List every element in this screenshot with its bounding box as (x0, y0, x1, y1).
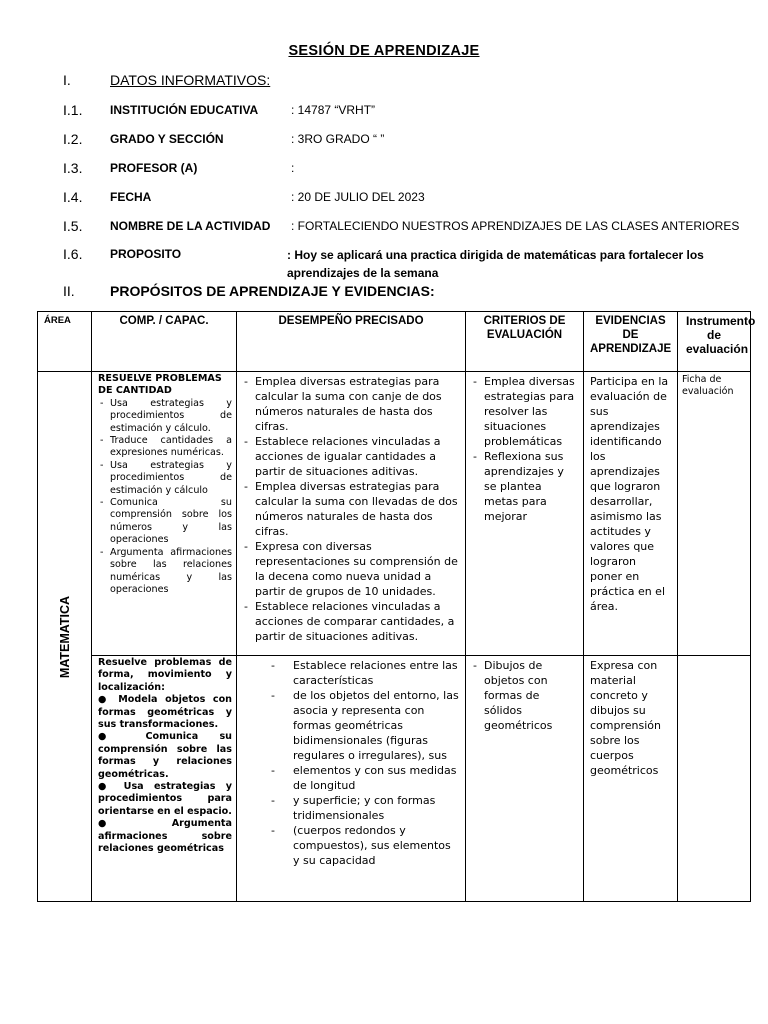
header-instrumento: Instrumento de evaluación (678, 312, 751, 372)
section-2-number: II. (63, 283, 75, 299)
section-1-number: I. (63, 72, 71, 88)
document-title: SESIÓN DE APRENDIZAJE (288, 43, 480, 59)
comp-item: ● Argumenta afirmaciones sobre relaciones geométricas (98, 818, 232, 855)
comp-item: ● Comunica su comprensión sobre las formas y relaciones geométricas. (98, 731, 232, 780)
section-1-label: DATOS INFORMATIVOS: (110, 72, 271, 88)
desempeno-item: - Emplea diversas estrategias para calcular la suma con llevadas de dos números naturales de hasta dos cifras. (243, 479, 459, 539)
comp-item: - Usa estrategias y procedimientos de estimación y cálculo (98, 460, 232, 497)
table-header-row (38, 312, 751, 372)
evidencias-cell: Expresa con material concreto y dibujos su comprensión sobre los cuerpos geométricos (584, 656, 678, 902)
header-evidencias: EVIDENCIAS DE APRENDIZAJE (584, 312, 678, 372)
comp-title: RESUELVE PROBLEMAS DE CANTIDAD (98, 373, 222, 397)
info-number: I.1. (63, 102, 83, 118)
info-label: FECHA (110, 190, 152, 204)
desempeno-item: - Expresa con diversas representaciones su comprensión de la decena como nueva unidad a partir de grupos de 10 unidades. (243, 539, 459, 599)
header-criterios: CRITERIOS DE EVALUACIÓN (466, 312, 584, 372)
info-value: : 3RO GRADO “ ” (291, 132, 385, 146)
desempeno-list (243, 374, 459, 644)
comp-cell (92, 656, 237, 902)
comp-item: ● Usa estrategias y procedimientos para orientarse en el espacio. (98, 781, 232, 817)
desempeno-cell (237, 656, 466, 902)
info-value: : 20 DE JULIO DEL 2023 (291, 190, 425, 204)
criterios-list (472, 658, 577, 733)
info-number: I.3. (63, 160, 83, 176)
header-area: ÁREA (38, 312, 92, 372)
info-value: : Hoy se aplicará una practica dirigida de matemáticas para fortalecer los aprendizajes de la semana (287, 248, 704, 280)
header-comp: COMP. / CAPAC. (92, 312, 237, 372)
section-2-label: PROPÓSITOS DE APRENDIZAJE Y EVIDENCIAS: (110, 283, 435, 299)
criterios-cell (466, 372, 584, 656)
criterio-item: - Emplea diversas estrategias para resolver las situaciones problemáticas (472, 374, 577, 449)
desempeno-item: - (cuerpos redondos y compuestos), sus elementos y su capacidad (243, 823, 459, 868)
comp-item: - Argumenta afirmaciones sobre las relaciones numéricas y las operaciones (98, 547, 232, 597)
comp-list (98, 398, 232, 597)
instrumento-cell: Ficha de evaluación (678, 372, 751, 656)
desempeno-item: - de los objetos del entorno, las asocia y representa con formas geométricas bidimensionales (figuras regulares o irregulares), sus (243, 688, 459, 763)
area-name: MATEMATICA (57, 595, 72, 678)
table-row (38, 372, 751, 656)
info-number: I.6. (63, 246, 83, 262)
criterios-cell (466, 656, 584, 902)
info-value: : FORTALECIENDO NUESTROS APRENDIZAJES DE LAS CLASES ANTERIORES (291, 219, 740, 233)
desempeno-item: - Establece relaciones vinculadas a acciones de comparar cantidades, a partir de situaciones aditivas. (243, 599, 459, 644)
table-row (38, 656, 751, 902)
desempeno-list (243, 658, 459, 868)
comp-item: - Usa estrategias y procedimientos de estimación y cálculo. (98, 398, 232, 435)
header-desempeno: DESEMPEÑO PRECISADO (237, 312, 466, 372)
comp-item: - Comunica su comprensión sobre los números y las operaciones (98, 497, 232, 547)
info-number: I.2. (63, 131, 83, 147)
criterio-item: - Reflexiona sus aprendizajes y se plantea metas para mejorar (472, 449, 577, 524)
comp-cell (92, 372, 237, 656)
criterios-list (472, 374, 577, 524)
info-label: NOMBRE DE LA ACTIVIDAD (110, 219, 271, 233)
comp-item: ● Modela objetos con formas geométricas y sus transformaciones. (98, 694, 232, 731)
info-number: I.5. (63, 218, 83, 234)
desempeno-cell (237, 372, 466, 656)
comp-title: Resuelve problemas de forma, movimiento y localización: (98, 657, 232, 693)
desempeno-item: - y superficie; y con formas tridimensionales (243, 793, 459, 823)
evidencias-cell: Participa en la evaluación de sus aprendizajes identificando los aprendizajes que lograron desarrollar, asimismo las actitudes y valores que lograron poner en práctica en el área. (584, 372, 678, 656)
info-label: PROPOSITO (110, 247, 182, 261)
criterio-item: - Dibujos de objetos con formas de sólidos geométricos (472, 658, 577, 733)
desempeno-item: - Emplea diversas estrategias para calcular la suma con canje de dos números naturales de hasta dos cifras. (243, 374, 459, 434)
info-value: : 14787 “VRHT” (291, 103, 376, 117)
info-label: PROFESOR (A) (110, 161, 198, 175)
info-label: GRADO Y SECCIÓN (110, 132, 224, 146)
area-cell (38, 372, 92, 902)
info-label: INSTITUCIÓN EDUCATIVA (110, 103, 259, 117)
info-number: I.4. (63, 189, 83, 205)
info-value: : (291, 161, 295, 175)
comp-item: - Traduce cantidades a expresiones numéricas. (98, 435, 232, 460)
desempeno-item: - elementos y con sus medidas de longitud (243, 763, 459, 793)
desempeno-item: - Establece relaciones vinculadas a acciones de igualar cantidades a partir de situaciones aditivas. (243, 434, 459, 479)
desempeno-item: - Establece relaciones entre las características (243, 658, 459, 688)
learning-table (37, 311, 756, 902)
instrumento-cell (678, 656, 751, 902)
